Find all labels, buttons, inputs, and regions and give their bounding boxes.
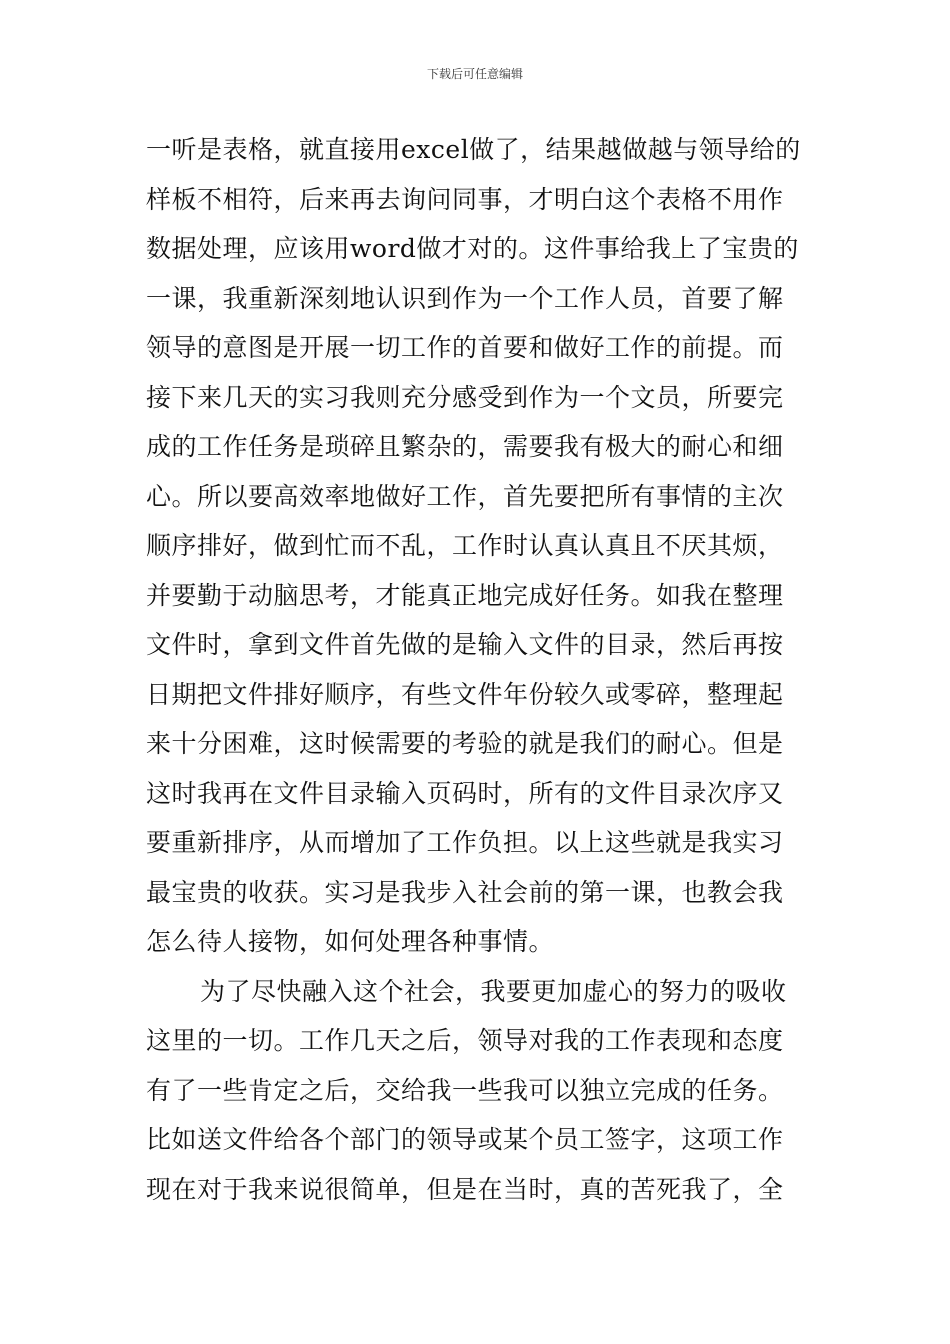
body-text bbox=[146, 125, 814, 1214]
paragraph-1 bbox=[146, 125, 814, 967]
text-line: 这里的一切。工作几天之后，领导对我的工作表现和态度 bbox=[146, 1026, 784, 1055]
text-line: 顺序排好，做到忙而不乱，工作时认真认真且不厌其烦， bbox=[146, 531, 784, 560]
text-line: 一课，我重新深刻地认识到作为一个工作人员，首要了解 bbox=[146, 283, 784, 313]
text-line: 这时我再在文件目录输入页码时，所有的文件目录次序又 bbox=[146, 778, 784, 808]
text-line: 比如送文件给各个部门的领导或某个员工签字，这项工作 bbox=[146, 1125, 784, 1154]
text-line: 怎么待人接物，如何处理各种事情。 bbox=[146, 927, 555, 956]
text-line: 数据处理，应该用word做才对的。这件事给我上了宝贵的 bbox=[146, 234, 799, 263]
text-line: 接下来几天的实习我则充分感受到作为一个文员，所要完 bbox=[146, 382, 784, 412]
text-line: 日期把文件排好顺序，有些文件年份较久或零碎，整理起 bbox=[146, 679, 784, 709]
text-line: 要重新排序，从而增加了工作负担。以上这些就是我实习 bbox=[146, 828, 784, 857]
text-line: 来十分困难，这时候需要的考验的就是我们的耐心。但是 bbox=[146, 729, 784, 758]
text-line: 成的工作任务是琐碎且繁杂的，需要我有极大的耐心和细 bbox=[146, 432, 784, 461]
paragraph-2 bbox=[146, 967, 814, 1215]
text-line: 一听是表格，就直接用excel做了，结果越做越与领导给的 bbox=[146, 135, 801, 164]
page-header: 下载后可任意编辑 bbox=[426, 67, 523, 81]
text-line: 最宝贵的收获。实习是我步入社会前的第一课，也教会我 bbox=[146, 877, 784, 907]
text-line: 心。所以要高效率地做好工作，首先要把所有事情的主次 bbox=[146, 481, 784, 511]
text-line: 样板不相符，后来再去询问同事，才明白这个表格不用作 bbox=[146, 184, 784, 214]
text-line: 领导的意图是开展一切工作的首要和做好工作的前提。而 bbox=[146, 333, 784, 362]
text-line: 并要勤于动脑思考，才能真正地完成好任务。如我在整理 bbox=[146, 580, 784, 610]
text-line: 文件时，拿到文件首先做的是输入文件的目录，然后再按 bbox=[146, 630, 784, 659]
text-line: 现在对于我来说很简单，但是在当时，真的苦死我了，全 bbox=[146, 1174, 784, 1204]
text-line: 有了一些肯定之后，交给我一些我可以独立完成的任务。 bbox=[146, 1075, 784, 1105]
text-line: 为了尽快融入这个社会，我要更加虚心的努力的吸收 bbox=[200, 976, 787, 1006]
